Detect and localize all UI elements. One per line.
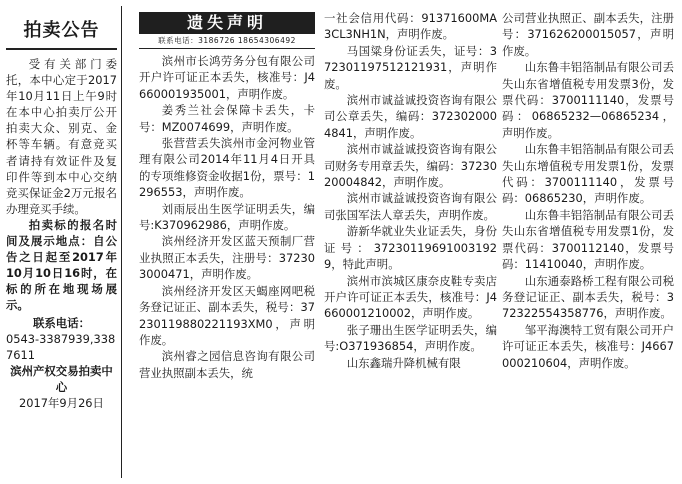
auction-phone-label: 联系电话：	[33, 315, 90, 330]
notice-item-continued: 一社会信用代码：91371600MA3CL3NH1N，声明作废。	[324, 11, 497, 42]
lost-notices-column-3	[502, 10, 674, 478]
auction-contact	[6, 315, 117, 412]
notice-item: 滨州市滨城区康奈皮鞋专卖店开户许可证正本丢失，核准号：J4660001210002，声明作废。	[324, 273, 497, 321]
lost-notices-banner: 遗失声明	[139, 12, 315, 34]
auction-date: 2017年9月26日	[19, 395, 104, 410]
notice-item: 姜秀兰社会保障卡丢失，卡号：MZ0074699，声明作废。	[139, 103, 315, 134]
notice-item: 滨州经济开发区蓝天预制厂营业执照正本丢失，注册号：372303000471，声明作废。	[139, 234, 315, 282]
notice-item: 马国粱身份证丢失，证号：372301197512121931，声明作废。	[324, 43, 497, 91]
notice-item: 山东鑫瑞升降机械有限	[346, 355, 461, 370]
lost-notices-column-2	[324, 10, 497, 478]
notice-item: 刘雨辰出生医学证明丢失，编号:K370962986，声明作废。	[139, 201, 315, 233]
auction-notice-text: 受有关部门委托，本中心定于2017年10月11日上午9时在本中心拍卖厅公开拍卖大众、别克、金杯等车辆。有意竞买者请持有效证件及复印件等到本中心交纳竞买保证金2万元报名办理竞买手续。	[6, 57, 117, 216]
notice-item: 滨州经济开发区天蝎座网吧税务登记证正、副本丢失，税号：37230119880221193XM0，声明作废。	[139, 283, 315, 347]
auction-time-place: 拍卖标的报名时间及展示地点：自公告之日起至2017年10月10日16时，在标的所在地现场展示。	[6, 217, 117, 313]
auction-notice-column	[6, 6, 122, 478]
lost-notices-column-1	[139, 12, 315, 478]
auction-org: 滨州产权交易拍卖中心	[10, 363, 113, 394]
auction-notice-title: 拍卖公告	[6, 6, 117, 50]
auction-notice-body	[6, 56, 117, 314]
notice-item: 山东通泰路桥工程有限公司税务登记证正、副本丢失，税号：372322554358776，声明作废。	[502, 273, 674, 321]
notice-item: 山东鲁丰铝箔制品有限公司丢失山东省增值税专用发票1份，发票代码：3700112140，发票号码：11410040，声明作废。	[502, 207, 674, 272]
notice-item: 山东鲁丰铝箔制品有限公司丢失山东增值税专用发票1份，发票代码：3700111140，发票号码：06865230，声明作废。	[502, 142, 674, 206]
notice-list-col2	[139, 53, 315, 381]
notice-item: 滨州市诚益诚投资咨询有限公司公章丢失，编码：3723020004841，声明作废。	[324, 93, 497, 140]
notice-item: 滨州市诚益诚投资咨询有限公司财务专用章丢失，编码：3723020004842，声明作废。	[324, 142, 497, 190]
lost-notices-contact: 联系电话：3186726 18654306492	[139, 34, 315, 49]
notice-item: 张营营丢失滨州市金河物业管理有限公司2014年11月4日开具的专项维修资金收据1份，票号：1296553，声明作废。	[139, 136, 315, 200]
notice-item: 张子珊出生医学证明丢失，编号:O371936854，声明作废。	[324, 322, 497, 354]
notice-item-continued: 公司营业执照正、副本丢失，注册号：371626200015057，声明作废。	[502, 11, 674, 58]
notice-item: 游新华就业失业证丢失，身份证号：372301196910031929，特此声明。	[324, 224, 497, 272]
auction-phone: 0543-3387939,3387611	[6, 331, 116, 362]
notice-item: 滨州睿之园信息咨询有限公司营业执照副本丢失，统	[139, 349, 315, 380]
notice-item: 邹平海澳特工贸有限公司开户许可证正本丢失，核准号：J4667000210604，声明作废。	[502, 322, 674, 370]
notice-item: 滨州市长鸿劳务分包有限公司开户许可证正本丢失，核准号：J4660001935001，声明作废。	[139, 54, 315, 101]
notice-item: 滨州市诚益诚投资咨询有限公司张国军法人章丢失，声明作废。	[324, 191, 497, 222]
notice-item: 山东鲁丰铝箔制品有限公司丢失山东省增值税专用发票3份，发票代码：3700111140，发票号码：06865232—06865234，声明作废。	[502, 60, 674, 140]
